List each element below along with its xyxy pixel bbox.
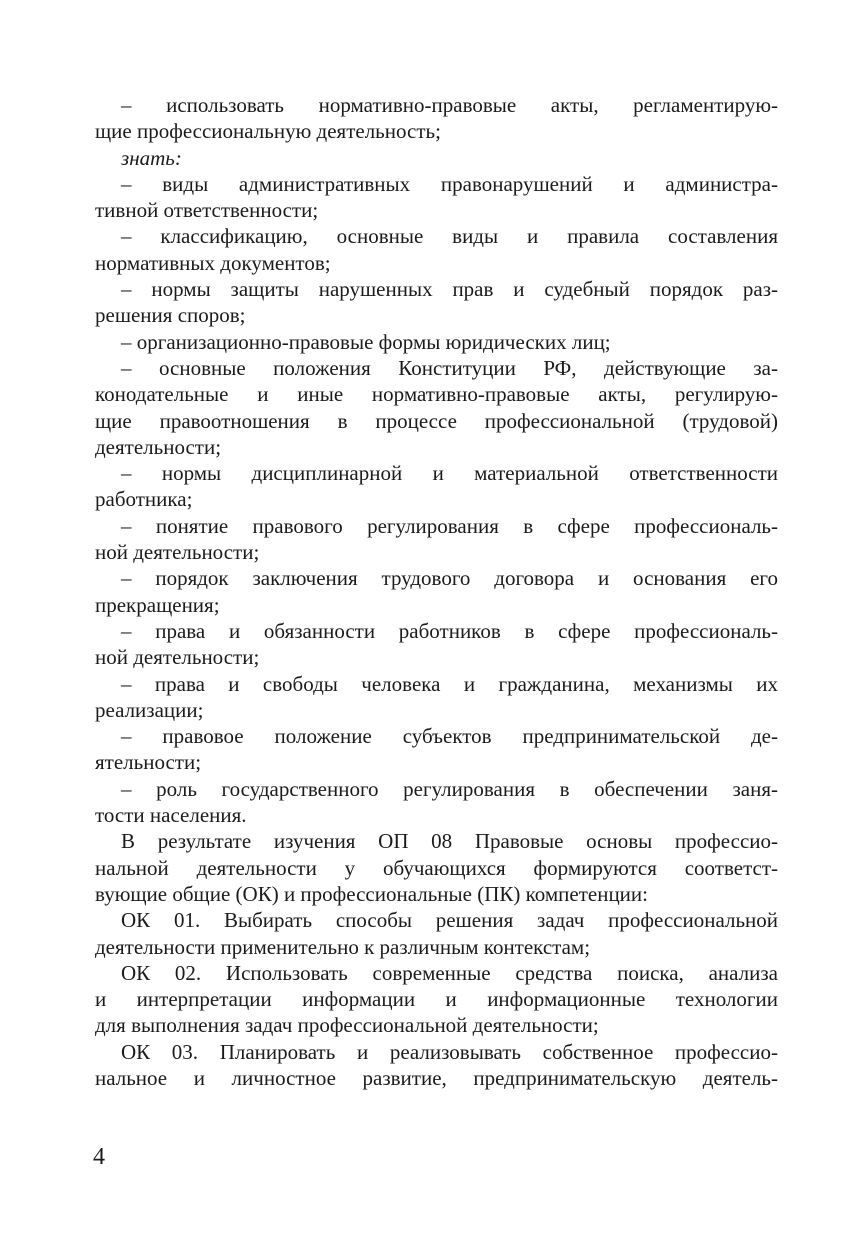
- text-line: – понятие правового регулирования в сфере профессиональ-: [121, 513, 778, 538]
- paragraph: [95, 960, 778, 1039]
- page-number: 4: [93, 1144, 105, 1170]
- text-line: деятельности применительно к различным контекстам;: [95, 934, 591, 959]
- paragraph: [95, 723, 778, 776]
- paragraph: [95, 513, 778, 566]
- text-line: нормативных документов;: [95, 250, 331, 275]
- text-line: нальной деятельности у обучающихся формируются соответст-: [95, 855, 778, 880]
- paragraph: [95, 1039, 778, 1092]
- text-line: – права и обязанности работников в сфере профессиональ-: [121, 618, 778, 643]
- text-line: – роль государственного регулирования в обеспечении заня-: [121, 776, 778, 801]
- paragraph: [95, 907, 778, 960]
- text-line: ной деятельности;: [95, 540, 260, 565]
- text-line: прекращения;: [95, 592, 220, 617]
- text-line: ОК 02. Использовать современные средства поиска, анализа: [121, 960, 778, 985]
- paragraph: [95, 776, 778, 829]
- paragraph: [95, 355, 778, 460]
- paragraph: [95, 671, 778, 724]
- text-line: работника;: [95, 487, 193, 512]
- paragraph: [95, 329, 778, 355]
- page-body-text: [95, 92, 778, 1091]
- text-line: – правовое положение субъектов предпринимательской де-: [121, 724, 778, 749]
- text-line: – нормы защиты нарушенных прав и судебный порядок раз-: [121, 277, 778, 302]
- text-line: реализации;: [95, 697, 204, 722]
- paragraph: [95, 565, 778, 618]
- text-line: – использовать нормативно-правовые акты, регламентирую-: [121, 93, 778, 117]
- text-line: тости населения.: [95, 803, 247, 828]
- paragraph: [95, 92, 778, 145]
- paragraph: [95, 276, 778, 329]
- text-line: решения споров;: [95, 303, 246, 328]
- text-line: деятельности;: [95, 434, 222, 459]
- text-line: ятельности;: [95, 750, 202, 775]
- paragraph: [95, 145, 778, 171]
- text-line: ной деятельности;: [95, 645, 260, 670]
- text-line: конодательные и иные нормативно-правовые акты, регулирую-: [95, 382, 778, 407]
- text-line: ОК 03. Планировать и реализовывать собственное профессио-: [121, 1039, 778, 1064]
- text-line: и интерпретации информации и информационные технологии: [95, 987, 778, 1012]
- text-line: – права и свободы человека и гражданина, механизмы их: [121, 671, 778, 696]
- text-line: ОК 01. Выбирать способы решения задач профессиональной: [121, 908, 778, 933]
- text-line: вующие общие (ОК) и профессиональные (ПК) компетенции:: [95, 881, 648, 906]
- paragraph: [95, 223, 778, 276]
- text-line: тивной ответственности;: [95, 198, 319, 223]
- text-line: нальное и личностное развитие, предпринимательскую деятель-: [95, 1065, 778, 1090]
- text-line: щие правоотношения в процессе профессиональной (трудовой): [95, 408, 778, 433]
- text-line: – нормы дисциплинарной и материальной ответственности: [121, 461, 778, 486]
- text-line: – порядок заключения трудового договора и основания его: [121, 566, 778, 591]
- paragraph: [95, 171, 778, 224]
- text-line: – классификацию, основные виды и правила составления: [121, 224, 778, 249]
- paragraph: [95, 828, 778, 907]
- text-line: знать:: [121, 145, 182, 170]
- text-line: В результате изучения ОП 08 Правовые основы профессио-: [121, 829, 778, 854]
- text-line: – организационно-правовые формы юридических лиц;: [121, 329, 611, 354]
- text-line: щие профессиональную деятельность;: [95, 119, 441, 144]
- text-line: – виды административных правонарушений и администра-: [121, 171, 778, 196]
- paragraph: [95, 618, 778, 671]
- text-line: – основные положения Конституции РФ, действующие за-: [121, 355, 778, 380]
- paragraph: [95, 460, 778, 513]
- text-line: для выполнения задач профессиональной деятельности;: [95, 1013, 599, 1038]
